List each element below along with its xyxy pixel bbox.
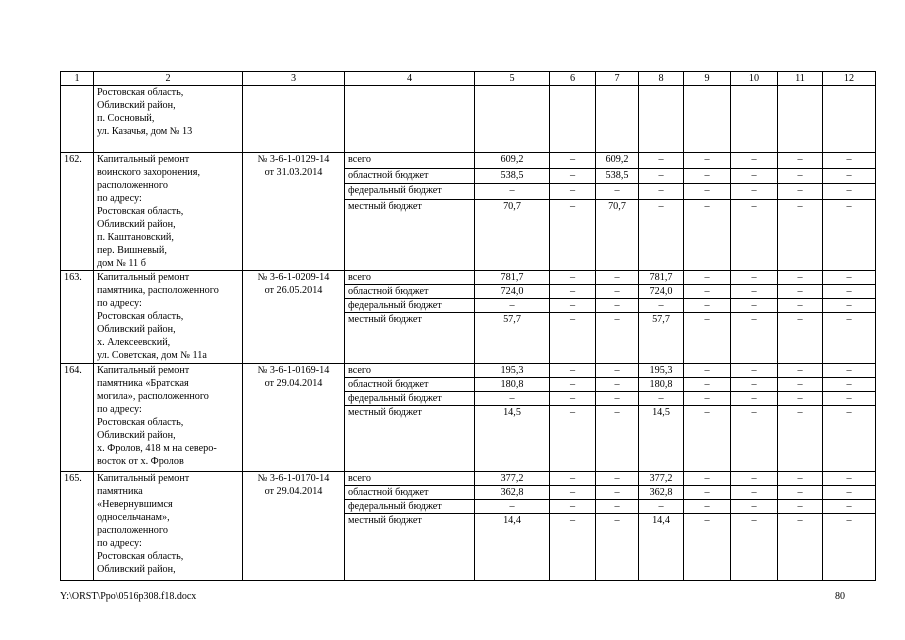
amount-cell: 180,8 xyxy=(639,378,684,392)
funding-source-cell: всего xyxy=(345,364,475,378)
amount-cell: – xyxy=(684,184,731,200)
empty-cell xyxy=(550,86,596,153)
row-number-cell: 164. xyxy=(61,364,94,472)
amount-cell: – xyxy=(596,285,639,299)
amount-cell: – xyxy=(778,285,823,299)
amount-cell: – xyxy=(731,364,778,378)
amount-cell: – xyxy=(684,378,731,392)
amount-cell: – xyxy=(550,313,596,364)
funding-source-cell: местный бюджет xyxy=(345,514,475,581)
amount-cell: – xyxy=(731,486,778,500)
amount-cell: – xyxy=(778,486,823,500)
amount-cell: – xyxy=(550,184,596,200)
amount-cell: – xyxy=(550,472,596,486)
amount-cell: – xyxy=(684,313,731,364)
amount-cell: – xyxy=(823,285,876,299)
amount-cell: – xyxy=(596,364,639,378)
page-number: 80 xyxy=(835,591,845,602)
amount-cell: – xyxy=(550,392,596,406)
amount-cell: 609,2 xyxy=(475,153,550,169)
amount-cell: – xyxy=(550,168,596,184)
amount-cell: – xyxy=(778,392,823,406)
document-cell: № 3-6-1-0169-14 от 29.04.2014 xyxy=(243,364,345,472)
amount-cell: 362,8 xyxy=(639,486,684,500)
header-cell: 8 xyxy=(639,72,684,86)
amount-cell: – xyxy=(550,486,596,500)
amount-cell: – xyxy=(778,199,823,270)
amount-cell: 538,5 xyxy=(596,168,639,184)
amount-cell: – xyxy=(550,406,596,472)
amount-cell: – xyxy=(731,472,778,486)
empty-cell xyxy=(639,86,684,153)
amount-cell: – xyxy=(823,168,876,184)
table-row xyxy=(61,271,876,285)
header-cell: 3 xyxy=(243,72,345,86)
amount-cell: – xyxy=(596,500,639,514)
footer-file-path: Y:\ORST\Ppo\0516p308.f18.docx xyxy=(60,591,197,602)
amount-cell: 377,2 xyxy=(639,472,684,486)
document-cell: № 3-6-1-0209-14 от 26.05.2014 xyxy=(243,271,345,364)
amount-cell: – xyxy=(639,153,684,169)
amount-cell: – xyxy=(475,392,550,406)
amount-cell: – xyxy=(596,392,639,406)
amount-cell: – xyxy=(475,500,550,514)
header-cell: 9 xyxy=(684,72,731,86)
amount-cell: – xyxy=(550,271,596,285)
empty-cell xyxy=(61,86,94,153)
amount-cell: – xyxy=(778,364,823,378)
amount-cell: – xyxy=(684,500,731,514)
funding-source-cell: федеральный бюджет xyxy=(345,392,475,406)
amount-cell: – xyxy=(596,406,639,472)
amount-cell: 70,7 xyxy=(596,199,639,270)
amount-cell: – xyxy=(778,184,823,200)
amount-cell: – xyxy=(684,199,731,270)
amount-cell: – xyxy=(639,392,684,406)
amount-cell: – xyxy=(684,364,731,378)
amount-cell: – xyxy=(639,168,684,184)
amount-cell: – xyxy=(639,299,684,313)
amount-cell: – xyxy=(731,299,778,313)
amount-cell: 195,3 xyxy=(475,364,550,378)
amount-cell: – xyxy=(550,285,596,299)
amount-cell: – xyxy=(778,168,823,184)
amount-cell: – xyxy=(684,168,731,184)
amount-cell: 180,8 xyxy=(475,378,550,392)
amount-cell: – xyxy=(684,299,731,313)
amount-cell: 195,3 xyxy=(639,364,684,378)
amount-cell: 609,2 xyxy=(596,153,639,169)
object-name-cell: Капитальный ремонт памятника, расположенного по адресу: Ростовская область, Обливский район, х. Алексеевский, ул. Советская, дом № 11а xyxy=(94,271,243,364)
amount-cell: – xyxy=(823,514,876,581)
funding-source-cell: всего xyxy=(345,472,475,486)
amount-cell: – xyxy=(823,406,876,472)
header-cell: 7 xyxy=(596,72,639,86)
budget-table xyxy=(60,71,876,581)
amount-cell: – xyxy=(550,514,596,581)
header-cell: 1 xyxy=(61,72,94,86)
amount-cell: – xyxy=(731,313,778,364)
amount-cell: – xyxy=(823,364,876,378)
amount-cell: – xyxy=(596,514,639,581)
amount-cell: 14,5 xyxy=(475,406,550,472)
amount-cell: – xyxy=(639,500,684,514)
amount-cell: – xyxy=(823,184,876,200)
amount-cell: – xyxy=(596,313,639,364)
object-name-cell: Капитальный ремонт памятника «Невернувшимся односельчанам», расположенного по адресу: Ростовская область, Обливский район, xyxy=(94,472,243,581)
header-cell: 12 xyxy=(823,72,876,86)
amount-cell: 57,7 xyxy=(639,313,684,364)
amount-cell: – xyxy=(778,514,823,581)
funding-source-cell: всего xyxy=(345,271,475,285)
amount-cell: – xyxy=(823,500,876,514)
funding-source-cell: областной бюджет xyxy=(345,285,475,299)
amount-cell: – xyxy=(731,378,778,392)
amount-cell: – xyxy=(823,271,876,285)
amount-cell: – xyxy=(639,199,684,270)
document-cell: № 3-6-1-0170-14 от 29.04.2014 xyxy=(243,472,345,581)
amount-cell: 57,7 xyxy=(475,313,550,364)
amount-cell: – xyxy=(550,378,596,392)
amount-cell: 14,4 xyxy=(639,514,684,581)
header-cell: 4 xyxy=(345,72,475,86)
header-cell: 11 xyxy=(778,72,823,86)
amount-cell: – xyxy=(596,184,639,200)
empty-cell xyxy=(475,86,550,153)
table-body xyxy=(61,72,876,581)
amount-cell: – xyxy=(731,168,778,184)
amount-cell: – xyxy=(778,299,823,313)
header-cell: 10 xyxy=(731,72,778,86)
table-row xyxy=(61,472,876,486)
row-number-cell: 163. xyxy=(61,271,94,364)
amount-cell: – xyxy=(731,500,778,514)
amount-cell: – xyxy=(823,299,876,313)
amount-cell: – xyxy=(823,313,876,364)
amount-cell: 14,5 xyxy=(639,406,684,472)
amount-cell: 377,2 xyxy=(475,472,550,486)
amount-cell: – xyxy=(684,486,731,500)
amount-cell: – xyxy=(731,153,778,169)
amount-cell: – xyxy=(731,514,778,581)
row-number-cell: 162. xyxy=(61,153,94,271)
empty-cell xyxy=(684,86,731,153)
continuation-row xyxy=(61,86,876,153)
amount-cell: – xyxy=(731,199,778,270)
amount-cell: – xyxy=(596,378,639,392)
amount-cell: – xyxy=(596,486,639,500)
empty-cell xyxy=(345,86,475,153)
amount-cell: – xyxy=(731,392,778,406)
amount-cell: – xyxy=(639,184,684,200)
amount-cell: 538,5 xyxy=(475,168,550,184)
amount-cell: – xyxy=(731,406,778,472)
amount-cell: 362,8 xyxy=(475,486,550,500)
object-name-cell: Капитальный ремонт памятника «Братская могила», расположенного по адресу: Ростовская область, Обливский район, х. Фролов, 418 м на северо- восток от х. Фролов xyxy=(94,364,243,472)
funding-source-cell: областной бюджет xyxy=(345,168,475,184)
amount-cell: – xyxy=(778,313,823,364)
funding-source-cell: областной бюджет xyxy=(345,378,475,392)
amount-cell: – xyxy=(684,285,731,299)
amount-cell: – xyxy=(550,199,596,270)
amount-cell: – xyxy=(778,378,823,392)
empty-cell xyxy=(778,86,823,153)
amount-cell: – xyxy=(550,364,596,378)
empty-cell xyxy=(596,86,639,153)
amount-cell: – xyxy=(475,299,550,313)
amount-cell: – xyxy=(778,271,823,285)
funding-source-cell: всего xyxy=(345,153,475,169)
amount-cell: – xyxy=(684,392,731,406)
amount-cell: 70,7 xyxy=(475,199,550,270)
funding-source-cell: местный бюджет xyxy=(345,199,475,270)
funding-source-cell: федеральный бюджет xyxy=(345,299,475,313)
amount-cell: – xyxy=(823,153,876,169)
amount-cell: – xyxy=(684,514,731,581)
funding-source-cell: федеральный бюджет xyxy=(345,184,475,200)
amount-cell: – xyxy=(684,472,731,486)
funding-source-cell: местный бюджет xyxy=(345,406,475,472)
table-row xyxy=(61,364,876,378)
funding-source-cell: федеральный бюджет xyxy=(345,500,475,514)
amount-cell: – xyxy=(596,472,639,486)
amount-cell: – xyxy=(731,285,778,299)
empty-cell xyxy=(243,86,345,153)
table-row xyxy=(61,153,876,169)
amount-cell: – xyxy=(731,271,778,285)
amount-cell: – xyxy=(475,184,550,200)
amount-cell: – xyxy=(684,271,731,285)
object-address-cell: Ростовская область, Обливский район, п. Сосновый, ул. Казачья, дом № 13 xyxy=(94,86,243,153)
header-cell: 2 xyxy=(94,72,243,86)
amount-cell: – xyxy=(684,153,731,169)
amount-cell: – xyxy=(778,500,823,514)
header-cell: 6 xyxy=(550,72,596,86)
table-header-row xyxy=(61,72,876,86)
funding-source-cell: местный бюджет xyxy=(345,313,475,364)
empty-cell xyxy=(731,86,778,153)
amount-cell: 781,7 xyxy=(475,271,550,285)
amount-cell: 724,0 xyxy=(475,285,550,299)
document-cell: № 3-6-1-0129-14 от 31.03.2014 xyxy=(243,153,345,271)
amount-cell: 14,4 xyxy=(475,514,550,581)
amount-cell: – xyxy=(731,184,778,200)
object-name-cell: Капитальный ремонт воинского захоронения, расположенного по адресу: Ростовская область, Обливский район, п. Каштановский, пер. Вишневый, дом № 11 б xyxy=(94,153,243,271)
amount-cell: – xyxy=(778,153,823,169)
amount-cell: – xyxy=(596,271,639,285)
amount-cell: – xyxy=(550,500,596,514)
amount-cell: – xyxy=(684,406,731,472)
amount-cell: – xyxy=(550,299,596,313)
amount-cell: – xyxy=(778,472,823,486)
amount-cell: 724,0 xyxy=(639,285,684,299)
empty-cell xyxy=(823,86,876,153)
amount-cell: – xyxy=(778,406,823,472)
amount-cell: – xyxy=(823,486,876,500)
amount-cell: – xyxy=(550,153,596,169)
amount-cell: – xyxy=(823,472,876,486)
amount-cell: – xyxy=(596,299,639,313)
amount-cell: – xyxy=(823,378,876,392)
amount-cell: – xyxy=(823,199,876,270)
header-cell: 5 xyxy=(475,72,550,86)
amount-cell: – xyxy=(823,392,876,406)
funding-source-cell: областной бюджет xyxy=(345,486,475,500)
row-number-cell: 165. xyxy=(61,472,94,581)
amount-cell: 781,7 xyxy=(639,271,684,285)
